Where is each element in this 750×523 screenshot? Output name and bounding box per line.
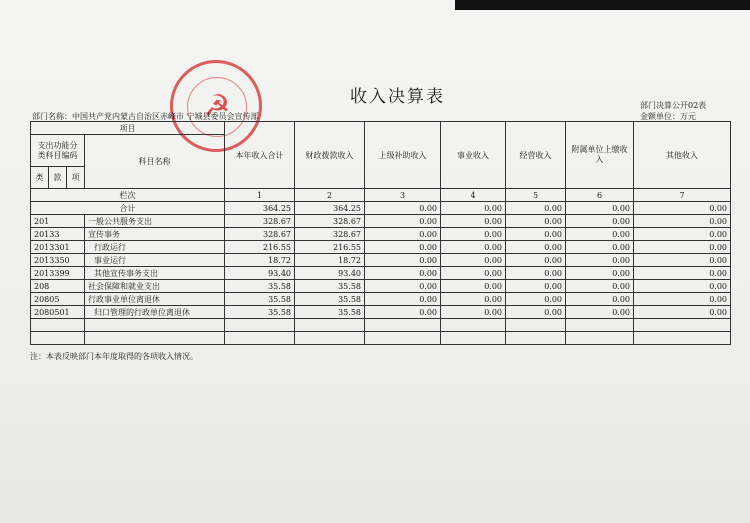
header-other: 其他收入 xyxy=(634,122,731,189)
row-value: 0.00 xyxy=(566,306,634,319)
header-func-code: 支出功能分类科目编码 xyxy=(31,135,85,167)
row-value: 0.00 xyxy=(634,293,731,306)
row-value: 0.00 xyxy=(365,215,441,228)
row-value: 0.00 xyxy=(506,280,566,293)
table-row xyxy=(31,254,731,267)
form-code: 部门决算公开02表 xyxy=(640,101,707,110)
row-value: 216.55 xyxy=(225,241,295,254)
row-value: 0.00 xyxy=(566,267,634,280)
row-value: 0.00 xyxy=(506,228,566,241)
row-value: 0.00 xyxy=(441,293,506,306)
row-value: 0.00 xyxy=(441,215,506,228)
column-index-2: 2 xyxy=(295,189,365,202)
total-value: 0.00 xyxy=(365,202,441,215)
row-subject-name: 社会保障和就业支出 xyxy=(85,280,225,293)
table-row xyxy=(31,215,731,228)
row-value: 0.00 xyxy=(365,254,441,267)
row-value: 35.58 xyxy=(295,293,365,306)
row-value: 0.00 xyxy=(566,241,634,254)
hammer-sickle-icon: ☭ xyxy=(203,89,231,124)
row-value: 0.00 xyxy=(441,267,506,280)
row-value: 0.00 xyxy=(441,280,506,293)
header-fiscal: 财政拨款收入 xyxy=(295,122,365,189)
row-value: 93.40 xyxy=(225,267,295,280)
row-value: 328.67 xyxy=(225,215,295,228)
row-value: 35.58 xyxy=(225,280,295,293)
column-index-4: 4 xyxy=(441,189,506,202)
column-index-7: 7 xyxy=(634,189,731,202)
row-value: 0.00 xyxy=(634,254,731,267)
row-value: 35.58 xyxy=(225,306,295,319)
row-value: 93.40 xyxy=(295,267,365,280)
blank-row xyxy=(31,332,731,345)
total-value: 0.00 xyxy=(634,202,731,215)
row-value: 0.00 xyxy=(365,267,441,280)
table-row xyxy=(31,241,731,254)
row-code: 20805 xyxy=(31,293,85,306)
row-code: 201 xyxy=(31,215,85,228)
row-value: 18.72 xyxy=(225,254,295,267)
row-value: 0.00 xyxy=(441,241,506,254)
row-value: 0.00 xyxy=(506,306,566,319)
row-value: 35.58 xyxy=(295,306,365,319)
row-value: 0.00 xyxy=(506,215,566,228)
amount-unit: 金额单位：万元 xyxy=(640,112,696,121)
header-xiang: 项 xyxy=(67,167,85,189)
row-value: 35.58 xyxy=(225,293,295,306)
total-value: 0.00 xyxy=(566,202,634,215)
header-total-income: 本年收入合计 xyxy=(225,122,295,189)
row-code: 20133 xyxy=(31,228,85,241)
row-value: 0.00 xyxy=(506,267,566,280)
row-value: 216.55 xyxy=(295,241,365,254)
row-value: 0.00 xyxy=(634,280,731,293)
row-code: 2013301 xyxy=(31,241,85,254)
header-business: 事业收入 xyxy=(441,122,506,189)
row-subject-name: 宣传事务 xyxy=(85,228,225,241)
header-lei: 类 xyxy=(31,167,49,189)
row-value: 35.58 xyxy=(295,280,365,293)
row-value: 0.00 xyxy=(365,228,441,241)
row-value: 0.00 xyxy=(566,228,634,241)
header-kuan: 款 xyxy=(49,167,67,189)
row-value: 0.00 xyxy=(634,306,731,319)
income-table xyxy=(30,121,731,345)
row-value: 0.00 xyxy=(365,280,441,293)
row-value: 0.00 xyxy=(441,254,506,267)
row-code: 2013399 xyxy=(31,267,85,280)
table-row xyxy=(31,228,731,241)
column-index-1: 1 xyxy=(225,189,295,202)
row-value: 0.00 xyxy=(506,293,566,306)
header-project: 项目 xyxy=(31,122,225,135)
row-value: 0.00 xyxy=(634,267,731,280)
row-subject-name: 事业运行 xyxy=(85,254,225,267)
header-operating: 经营收入 xyxy=(506,122,566,189)
row-subject-name: 归口管理的行政单位离退休 xyxy=(85,306,225,319)
row-value: 18.72 xyxy=(295,254,365,267)
table-row xyxy=(31,306,731,319)
page-title: 收入决算表 xyxy=(350,87,445,107)
table-row xyxy=(31,267,731,280)
row-value: 0.00 xyxy=(634,228,731,241)
row-value: 328.67 xyxy=(295,228,365,241)
scan-edge-shadow xyxy=(455,0,750,10)
row-value: 0.00 xyxy=(566,215,634,228)
row-value: 328.67 xyxy=(295,215,365,228)
total-value: 364.25 xyxy=(295,202,365,215)
row-value: 0.00 xyxy=(365,306,441,319)
column-index-5: 5 xyxy=(506,189,566,202)
row-value: 0.00 xyxy=(634,215,731,228)
row-value: 0.00 xyxy=(365,293,441,306)
row-value: 0.00 xyxy=(566,254,634,267)
row-value: 328.67 xyxy=(225,228,295,241)
row-value: 0.00 xyxy=(441,306,506,319)
total-row xyxy=(31,202,731,215)
column-index-row xyxy=(31,189,731,202)
column-index-6: 6 xyxy=(566,189,634,202)
column-index-3: 3 xyxy=(365,189,441,202)
table-row xyxy=(31,293,731,306)
row-value: 0.00 xyxy=(441,228,506,241)
row-value: 0.00 xyxy=(506,241,566,254)
total-value: 0.00 xyxy=(506,202,566,215)
blank-row xyxy=(31,319,731,332)
table-note: 注：本表反映部门本年度取得的各项收入情况。 xyxy=(30,352,198,361)
row-value: 0.00 xyxy=(365,241,441,254)
row-value: 0.00 xyxy=(634,241,731,254)
header-superior: 上级补助收入 xyxy=(365,122,441,189)
row-subject-name: 一般公共服务支出 xyxy=(85,215,225,228)
total-value: 0.00 xyxy=(441,202,506,215)
column-index-label: 栏次 xyxy=(31,189,225,202)
row-value: 0.00 xyxy=(566,280,634,293)
table-row xyxy=(31,280,731,293)
row-subject-name: 其他宣传事务支出 xyxy=(85,267,225,280)
row-value: 0.00 xyxy=(566,293,634,306)
row-code: 2080501 xyxy=(31,306,85,319)
department-name: 部门名称：中国共产党内蒙古自治区赤峰市 宁城县委员会宣传部 xyxy=(32,112,259,121)
row-subject-name: 行政事业单位离退休 xyxy=(85,293,225,306)
total-label: 合计 xyxy=(31,202,225,215)
row-subject-name: 行政运行 xyxy=(85,241,225,254)
header-row-project xyxy=(31,122,731,135)
row-code: 208 xyxy=(31,280,85,293)
row-code: 2013350 xyxy=(31,254,85,267)
header-subject-name: 科目名称 xyxy=(85,135,225,189)
row-value: 0.00 xyxy=(506,254,566,267)
total-value: 364.25 xyxy=(225,202,295,215)
header-affiliated: 附属单位上缴收入 xyxy=(566,122,634,189)
